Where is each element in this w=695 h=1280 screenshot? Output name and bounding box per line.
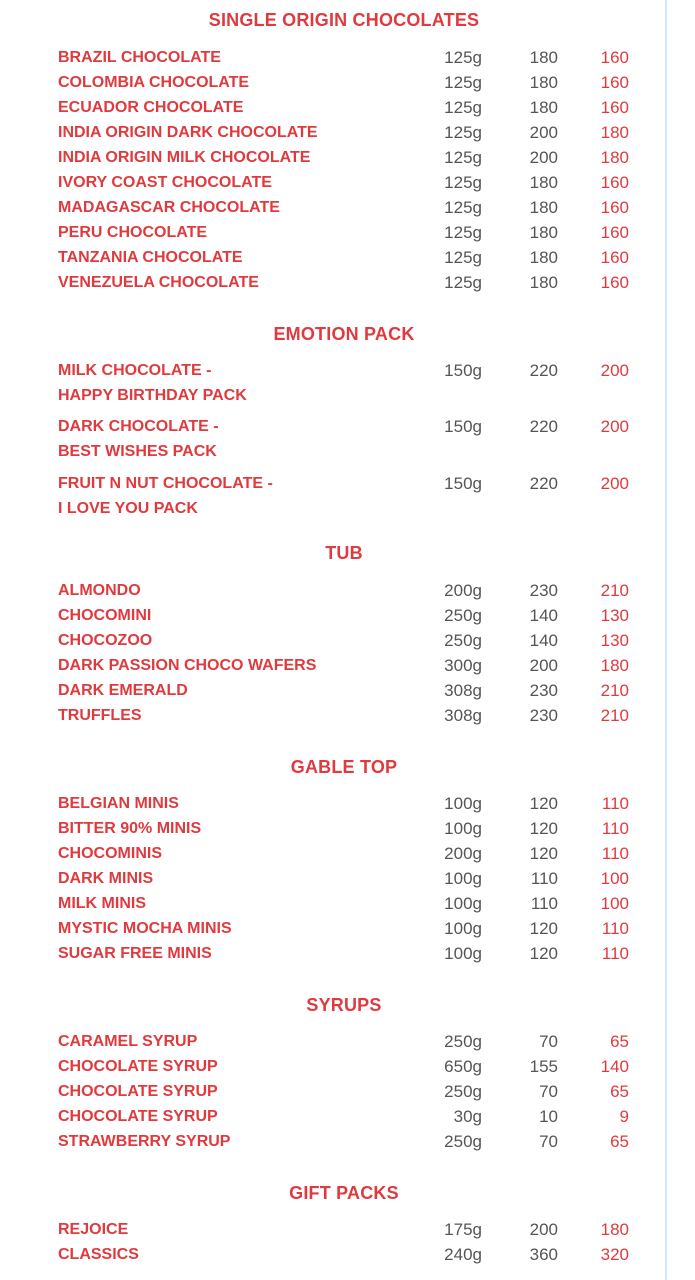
item-weight: 150g	[444, 361, 482, 380]
item-price: 110	[601, 844, 629, 863]
item-mrp: 180	[529, 223, 558, 242]
item-price: 100	[600, 894, 629, 913]
table-row	[0, 471, 668, 521]
item-price: 200	[600, 417, 629, 436]
item-name: MADAGASCAR CHOCOLATE	[58, 199, 280, 216]
section-title-single-origin: SINGLE ORIGIN CHOCOLATES	[208, 10, 480, 30]
item-price: 180	[600, 656, 629, 675]
item-price: 140	[600, 1057, 629, 1076]
table-row	[0, 603, 668, 628]
item-name: MILK CHOCOLATE -	[58, 362, 212, 379]
item-name: DARK CHOCOLATE -	[58, 418, 219, 435]
item-mrp: 70	[539, 1132, 558, 1151]
item-price: 160	[600, 198, 629, 217]
item-weight: 200g	[444, 844, 482, 863]
item-price: 110	[601, 819, 629, 838]
table-row	[0, 1242, 668, 1267]
item-weight: 240g	[444, 1245, 482, 1264]
item-weight: 125g	[444, 223, 482, 242]
item-weight: 300g	[444, 656, 482, 675]
item-name: INDIA ORIGIN DARK CHOCOLATE	[58, 124, 318, 141]
item-name: PERU CHOCOLATE	[58, 224, 208, 241]
item-weight: 250g	[444, 606, 482, 625]
item-mrp: 120	[529, 819, 558, 838]
item-mrp: 360	[529, 1245, 558, 1264]
item-price: 200	[600, 361, 629, 380]
item-weight: 125g	[444, 148, 482, 167]
item-weight: 100g	[444, 919, 482, 938]
item-name: STRAWBERRY SYRUP	[58, 1133, 231, 1150]
item-mrp: 230	[529, 581, 558, 600]
item-mrp: 200	[529, 123, 558, 142]
item-price: 65	[610, 1032, 629, 1051]
section-title-syrups: SYRUPS	[306, 995, 382, 1015]
item-name: CHOCOLATE SYRUP	[58, 1058, 218, 1075]
table-row	[0, 120, 668, 145]
item-price: 210	[600, 581, 629, 600]
table-row	[0, 841, 668, 866]
item-weight: 125g	[444, 273, 482, 292]
item-weight: 125g	[444, 48, 482, 67]
item-mrp: 200	[529, 148, 558, 167]
item-name: CHOCOLATE SYRUP	[58, 1108, 218, 1125]
item-name: IVORY COAST CHOCOLATE	[58, 174, 272, 191]
item-mrp: 110	[530, 869, 558, 888]
table-row	[0, 45, 668, 70]
item-name: ALMONDO	[58, 582, 141, 599]
item-weight: 100g	[444, 794, 482, 813]
table-row	[0, 95, 668, 120]
item-name-line2: BEST WISHES PACK	[58, 443, 217, 460]
table-row	[0, 220, 668, 245]
item-name: CHOCOZOO	[58, 632, 153, 649]
item-mrp: 110	[530, 894, 558, 913]
table-row	[0, 578, 668, 603]
item-name: CHOCOMINIS	[58, 845, 162, 862]
table-row	[0, 941, 668, 966]
item-name: ECUADOR CHOCOLATE	[58, 99, 244, 116]
item-weight: 308g	[444, 706, 482, 725]
item-price: 200	[600, 474, 629, 493]
item-mrp: 180	[529, 48, 558, 67]
table-row	[0, 1104, 668, 1129]
item-weight: 100g	[444, 819, 482, 838]
item-mrp: 155	[529, 1057, 558, 1076]
item-weight: 250g	[444, 1082, 482, 1101]
item-mrp: 220	[529, 417, 558, 436]
table-row	[0, 653, 668, 678]
table-row	[0, 891, 668, 916]
item-price: 180	[600, 1220, 629, 1239]
table-row	[0, 816, 668, 841]
item-name: MYSTIC MOCHA MINIS	[58, 920, 232, 937]
table-row	[0, 866, 668, 891]
item-mrp: 200	[529, 1220, 558, 1239]
item-price: 110	[601, 944, 629, 963]
table-row	[0, 1079, 668, 1104]
item-name: COLOMBIA CHOCOLATE	[58, 74, 250, 91]
item-price: 160	[600, 98, 629, 117]
item-mrp: 220	[529, 474, 558, 493]
item-price: 110	[601, 919, 629, 938]
item-weight: 150g	[444, 417, 482, 436]
item-mrp: 10	[539, 1107, 558, 1126]
table-row	[0, 916, 668, 941]
item-name: TRUFFLES	[58, 707, 142, 724]
item-price: 210	[600, 681, 629, 700]
item-mrp: 180	[529, 248, 558, 267]
table-row	[0, 678, 668, 703]
table-row	[0, 270, 668, 295]
item-name: CHOCOMINI	[58, 607, 152, 624]
item-price: 160	[600, 173, 629, 192]
table-row	[0, 1129, 668, 1154]
item-name: INDIA ORIGIN MILK CHOCOLATE	[58, 149, 311, 166]
item-weight: 125g	[444, 73, 482, 92]
table-row	[0, 145, 668, 170]
item-name-line2: I LOVE YOU PACK	[58, 500, 198, 517]
table-row	[0, 703, 668, 728]
item-mrp: 120	[529, 794, 558, 813]
item-weight: 125g	[444, 198, 482, 217]
item-name: MILK MINIS	[58, 895, 146, 912]
item-weight: 125g	[444, 173, 482, 192]
item-price: 320	[600, 1245, 629, 1264]
item-mrp: 180	[529, 198, 558, 217]
item-price: 160	[600, 223, 629, 242]
item-name: VENEZUELA CHOCOLATE	[58, 274, 259, 291]
item-mrp: 140	[529, 606, 558, 625]
table-row	[0, 791, 668, 816]
item-price: 110	[601, 794, 629, 813]
table-row	[0, 1217, 668, 1242]
item-price: 9	[619, 1107, 629, 1126]
item-mrp: 140	[529, 631, 558, 650]
item-weight: 100g	[444, 869, 482, 888]
item-mrp: 180	[529, 73, 558, 92]
item-name: DARK EMERALD	[58, 682, 188, 699]
item-name: BELGIAN MINIS	[58, 795, 179, 812]
item-mrp: 180	[529, 273, 558, 292]
table-row	[0, 628, 668, 653]
item-price: 160	[600, 73, 629, 92]
item-mrp: 200	[529, 656, 558, 675]
item-price: 160	[600, 273, 629, 292]
item-weight: 125g	[444, 98, 482, 117]
item-price: 160	[600, 48, 629, 67]
item-price: 100	[600, 869, 629, 888]
item-mrp: 120	[529, 944, 558, 963]
item-price: 130	[600, 606, 629, 625]
item-mrp: 120	[529, 919, 558, 938]
table-row	[0, 1029, 668, 1054]
item-weight: 175g	[444, 1220, 482, 1239]
table-row	[0, 70, 668, 95]
item-weight: 308g	[444, 681, 482, 700]
table-row	[0, 1054, 668, 1079]
item-mrp: 230	[529, 681, 558, 700]
item-name: BRAZIL CHOCOLATE	[58, 49, 221, 66]
table-row	[0, 245, 668, 270]
section-title-tub: TUB	[325, 543, 363, 563]
item-weight: 100g	[444, 944, 482, 963]
item-weight: 250g	[444, 1132, 482, 1151]
table-row	[0, 414, 668, 464]
item-weight: 125g	[444, 123, 482, 142]
item-name: CLASSICS	[58, 1246, 139, 1263]
table-row	[0, 358, 668, 408]
item-price: 180	[600, 123, 629, 142]
table-row	[0, 195, 668, 220]
item-name: FRUIT N NUT CHOCOLATE -	[58, 475, 273, 492]
item-price: 130	[600, 631, 629, 650]
item-name: DARK MINIS	[58, 870, 154, 887]
item-mrp: 220	[529, 361, 558, 380]
table-row	[0, 170, 668, 195]
item-mrp: 120	[529, 844, 558, 863]
section-title-emotion-pack: EMOTION PACK	[273, 324, 415, 344]
item-weight: 125g	[444, 248, 482, 267]
section-title-gable-top: GABLE TOP	[290, 757, 398, 777]
item-mrp: 180	[529, 98, 558, 117]
item-price: 180	[600, 148, 629, 167]
section-title-gift-packs: GIFT PACKS	[289, 1183, 399, 1203]
item-weight: 650g	[444, 1057, 482, 1076]
item-price: 210	[600, 706, 629, 725]
item-mrp: 70	[539, 1082, 558, 1101]
item-mrp: 180	[529, 173, 558, 192]
item-weight: 30g	[453, 1107, 482, 1126]
item-price: 65	[610, 1082, 629, 1101]
item-mrp: 70	[539, 1032, 558, 1051]
item-weight: 200g	[444, 581, 482, 600]
item-weight: 250g	[444, 1032, 482, 1051]
item-name: CHOCOLATE SYRUP	[58, 1083, 218, 1100]
item-weight: 150g	[444, 474, 482, 493]
item-weight: 100g	[444, 894, 482, 913]
item-weight: 250g	[444, 631, 482, 650]
item-name: REJOICE	[58, 1221, 129, 1238]
item-name: DARK PASSION CHOCO WAFERS	[58, 657, 317, 674]
item-name-line2: HAPPY BIRTHDAY PACK	[58, 387, 247, 404]
item-name: CARAMEL SYRUP	[58, 1033, 198, 1050]
item-name: SUGAR FREE MINIS	[58, 945, 212, 962]
item-price: 65	[610, 1132, 629, 1151]
item-name: BITTER 90% MINIS	[58, 820, 202, 837]
item-mrp: 230	[529, 706, 558, 725]
item-price: 160	[600, 248, 629, 267]
item-name: TANZANIA CHOCOLATE	[58, 249, 243, 266]
